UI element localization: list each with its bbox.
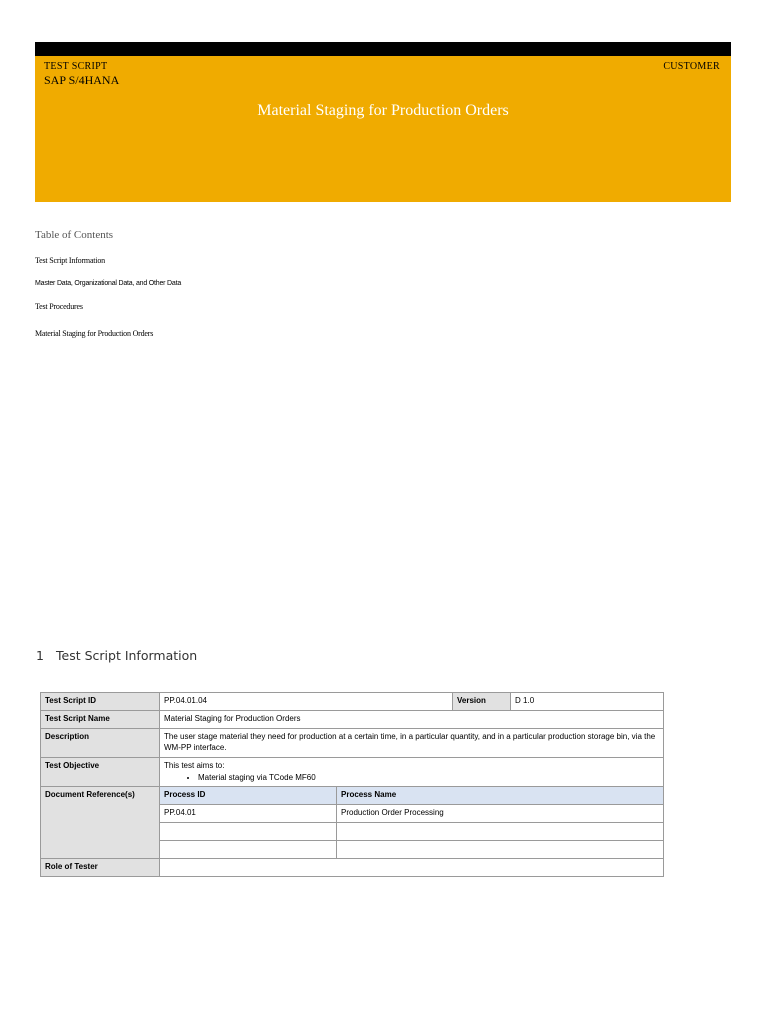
test-script-id-label: Test Script ID [41,693,160,711]
test-script-id-value: PP.04.01.04 [160,693,453,711]
table-row [41,758,664,787]
toc-heading: Table of Contents [35,229,114,241]
document-type: TEST SCRIPT [44,61,108,72]
header-top-bar [35,42,731,56]
test-script-name-label: Test Script Name [41,711,160,729]
table-row [41,693,664,711]
process-id-cell [160,823,337,841]
objective-list [164,772,659,783]
product-name: SAP S/4HANA [44,73,120,87]
test-objective-label: Test Objective [41,758,160,787]
section-number: 1 [36,648,44,663]
role-of-tester-label: Role of Tester [41,859,160,877]
table-row [41,711,664,729]
version-label: Version [453,693,511,711]
process-name-header: Process Name [337,787,664,805]
title-banner [35,56,731,202]
toc-link-master-data[interactable]: Master Data, Organizational Data, and Other Data [35,280,182,287]
process-name-cell [337,823,664,841]
table-row [41,729,664,758]
table-row [41,787,664,805]
toc-link-material-staging[interactable]: Material Staging for Production Orders [35,329,154,338]
section-title: Test Script Information [56,648,198,663]
test-objective-value [160,758,664,787]
section-heading [36,648,197,663]
test-script-info-table [40,692,664,877]
description-label: Description [41,729,160,758]
table-row [41,859,664,877]
version-value: D 1.0 [511,693,664,711]
document-title: Material Staging for Production Orders [257,102,509,119]
description-value: The user stage material they need for production at a certain time, in a particular quantity, and in a particular production storage bin, via the WM-PP interface. [160,729,664,758]
objective-intro: This test aims to: [164,761,225,770]
process-id-header: Process ID [160,787,337,805]
process-name-cell: Production Order Processing [337,805,664,823]
process-id-cell: PP.04.01 [160,805,337,823]
process-name-cell [337,841,664,859]
toc-link-test-script-information[interactable]: Test Script Information [35,256,105,265]
process-id-cell [160,841,337,859]
document-reference-label: Document Reference(s) [41,787,160,859]
toc-link-test-procedures[interactable]: Test Procedures [35,302,83,311]
role-of-tester-value [160,859,664,877]
test-script-name-value: Material Staging for Production Orders [160,711,664,729]
classification-label: CUSTOMER [663,61,720,72]
list-item: • Material staging via TCode MF60 [198,772,659,783]
